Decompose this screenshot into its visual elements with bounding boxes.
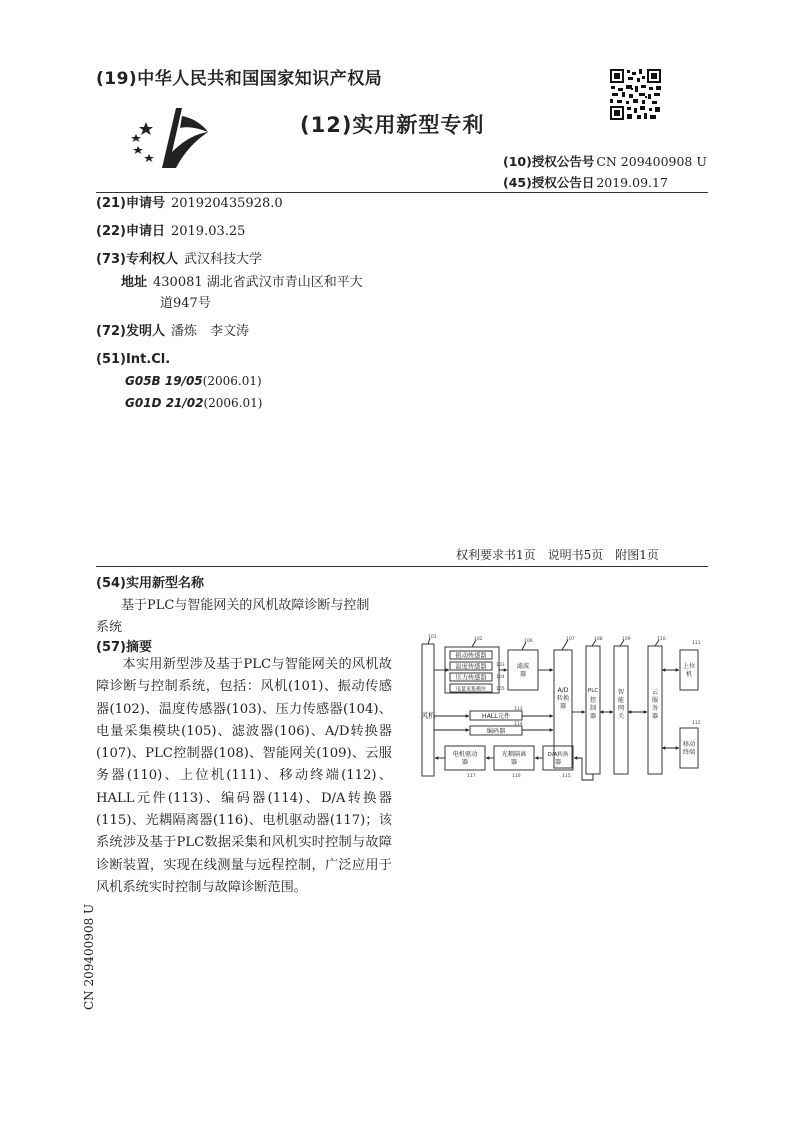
pressure-sensor-label: 压力传感器 [455, 674, 487, 682]
ref-104: 104 [496, 675, 505, 680]
plc-label-1: PLC [587, 688, 599, 694]
ref-101: 101 [428, 635, 437, 640]
ref-116: 116 [512, 774, 521, 779]
mobile-terminal-block [680, 728, 698, 768]
patentee-label: (73)专利权人 [96, 252, 178, 267]
ref-115: 115 [562, 774, 571, 779]
application-number-value: 201920435928.0 [170, 196, 283, 211]
address-line-2: 道947号 [160, 296, 211, 311]
filter-label-2: 器 [519, 671, 527, 678]
inventor-label: (72)发明人 [96, 324, 165, 339]
cloud-label-2: 服 [651, 697, 659, 704]
abstract-label [96, 636, 152, 655]
address-row [121, 273, 363, 293]
address-line-1: 430081 湖北省武汉市青山区和平大 [153, 275, 363, 290]
pages-divider [96, 566, 708, 567]
inventor-value: 潘炼 李文涛 [170, 324, 249, 339]
classification-2-date: (2006.01) [203, 396, 263, 410]
ref-103: 103 [496, 663, 505, 668]
ref-113: 113 [514, 707, 523, 712]
document-type: (12)实用新型专利 [300, 113, 485, 137]
ref-112: 112 [692, 721, 701, 726]
ref-108: 108 [594, 637, 603, 642]
plc-label-3: 制 [589, 705, 597, 712]
ref-105: 105 [496, 687, 505, 692]
power-module-label: 电量采集模块 [455, 686, 487, 693]
classification-2-code: G01D 21/02 [125, 396, 204, 410]
ref-107: 107 [566, 637, 575, 642]
gateway-label-2: 能 [617, 697, 625, 704]
classification-1 [125, 374, 262, 388]
plc-label-4: 器 [589, 713, 597, 720]
da-label-2: 器 [554, 759, 562, 766]
opto-label-1: 光耦隔离 [501, 751, 527, 758]
publication-date-label: (45)授权公告日 [503, 175, 595, 190]
temperature-sensor-label: 温度传感器 [455, 663, 487, 671]
mobile-label-1: 移动 [682, 741, 696, 748]
fan-label: 风机 [420, 711, 436, 720]
ref-111: 111 [692, 641, 701, 646]
header-divider [96, 192, 708, 193]
abstract-text: 本实用新型涉及基于PLC与智能网关的风机故障诊断与控制系统，包括：风机(101)、振动传感器(102)、温度传感器(103)、压力传感器(104)、电量采集模块(105)、滤波器(106)、A/D转换器(107)、PLC控制器(108)、智能网关(109)、云服务器(110)、上位机(111)、移动终端(112)、HALL元件(113)、编码器(114)、D/A转换器(115)、光耦隔离器(116)、电机驱动器(117)；该系统涉及基于PLC数据采集和风机实时控制与故障诊断装置，实现在线测量与远程控制，广泛应用于风机系统实时控制与故障诊断范围。 [96, 657, 392, 895]
ad-label-1: A/D [557, 687, 569, 694]
ref-110: 110 [657, 637, 666, 642]
int-cl-label-text: (51)Int.Cl. [96, 352, 171, 367]
ref-117: 117 [467, 774, 476, 779]
ref-114: 114 [514, 722, 523, 727]
vertical-publication-number [82, 900, 98, 1010]
filter-label-1: 滤波 [516, 663, 530, 670]
host-computer-block [680, 650, 698, 690]
utility-model-name-label-text: (54)实用新型名称 [96, 576, 204, 591]
ad-label-2: 转换 [556, 695, 570, 702]
cloud-label-1: 云 [651, 689, 659, 696]
cloud-label-3: 务 [651, 705, 659, 712]
da-label-1: D/A转换 [547, 752, 569, 758]
filing-date-value: 2019.03.25 [170, 224, 246, 239]
publication-number-row [503, 152, 707, 170]
cloud-label-4: 器 [651, 713, 659, 720]
vertical-publication-number-text: CN 209400908 U [82, 903, 96, 1010]
title-line-2: 系统 [96, 620, 123, 635]
motor-label-2: 器 [461, 759, 469, 766]
mobile-label-2: 终端 [682, 749, 696, 756]
address-label: 地址 [121, 275, 148, 290]
publication-number-value: CN 209400908 U [596, 154, 707, 169]
cnipa-logo-icon [124, 104, 214, 174]
host-label-1: 上位 [682, 663, 696, 670]
qr-code-icon [609, 68, 662, 121]
gateway-label-4: 关 [617, 713, 625, 720]
publication-date-value: 2019.09.17 [596, 175, 668, 190]
page-count-info: 权利要求书1页 说明书5页 附图1页 [456, 548, 659, 562]
encoder-label: 编码器 [486, 728, 506, 735]
application-number-row [96, 194, 283, 214]
host-label-2: 机 [685, 671, 693, 678]
inventor-row [96, 322, 249, 342]
publication-date-row [503, 173, 668, 191]
opto-label-2: 器 [510, 759, 518, 766]
plc-label-2: 控 [589, 697, 597, 704]
abstract-label-text: (57)摘要 [96, 640, 152, 655]
fan-block [422, 644, 434, 776]
optocoupler-block [494, 746, 534, 770]
gateway-label-1: 智 [617, 689, 625, 696]
patentee-row [96, 250, 262, 270]
int-cl-label [96, 350, 170, 370]
system-block-diagram [412, 632, 712, 782]
hall-label: HALL元件 [481, 713, 511, 720]
classification-1-date: (2006.01) [202, 374, 262, 388]
utility-model-name-label [96, 572, 204, 591]
publication-number-label: (10)授权公告号 [503, 154, 595, 169]
ref-102: 102 [474, 637, 483, 642]
application-number-label: (21)申请号 [96, 196, 165, 211]
filter-block [508, 650, 538, 690]
vibration-sensor-label: 振动传感器 [455, 652, 487, 660]
ad-label-3: 器 [559, 703, 567, 710]
classification-2 [125, 396, 262, 410]
motor-driver-block [445, 746, 485, 770]
motor-label-1: 电机驱动 [452, 751, 478, 758]
filing-date-row [96, 222, 245, 242]
gateway-label-3: 网 [617, 705, 625, 712]
title-line-1: 基于PLC与智能网关的风机故障诊断与控制 [121, 598, 370, 613]
patentee-value: 武汉科技大学 [183, 252, 262, 267]
da-converter-block [543, 746, 573, 770]
classification-1-code: G05B 19/05 [125, 374, 203, 388]
issuing-office: (19)中华人民共和国国家知识产权局 [96, 69, 383, 89]
filing-date-label: (22)申请日 [96, 224, 165, 239]
ref-109: 109 [622, 637, 631, 642]
ref-106: 106 [524, 639, 533, 644]
